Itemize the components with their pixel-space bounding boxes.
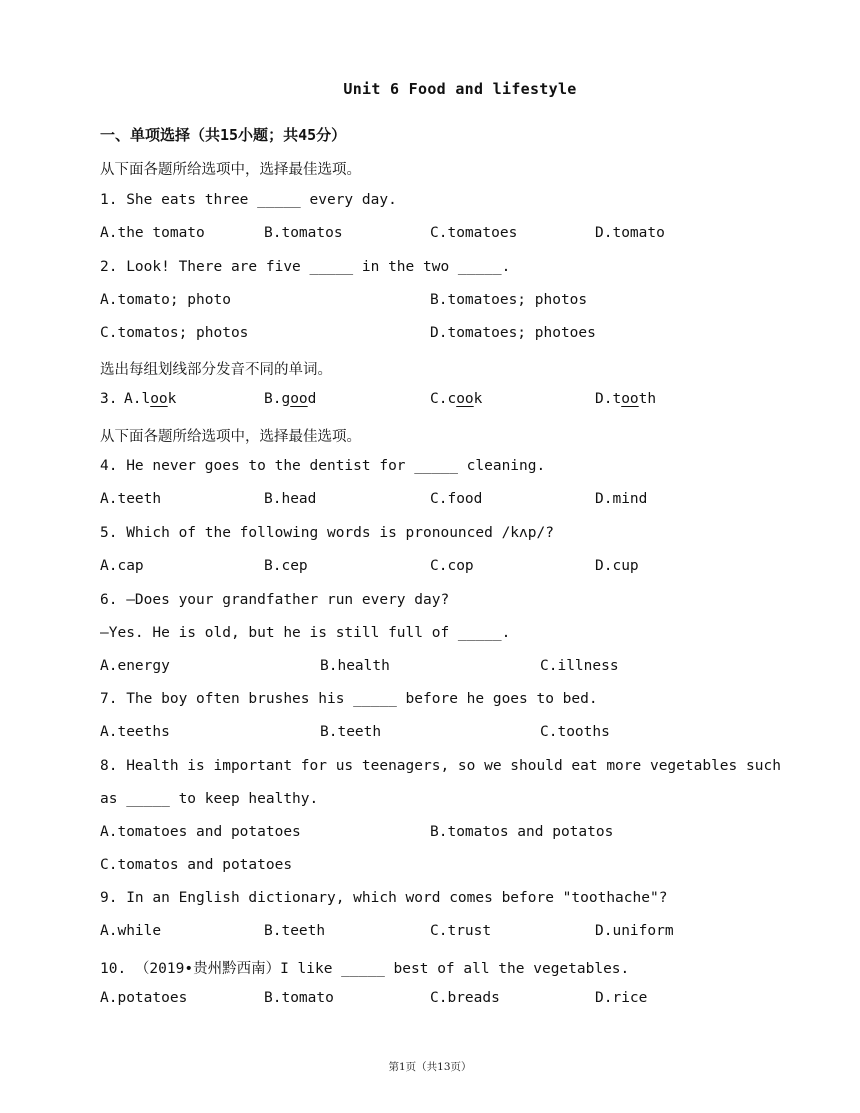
question-2-stem: 2. Look! There are five _____ in the two _____. xyxy=(100,259,511,275)
question-10-option-d[interactable]: D.rice xyxy=(595,990,648,1006)
option-prefix: B.g xyxy=(264,391,291,407)
question-6-stem: 6. —Does your grandfather run every day? xyxy=(100,592,450,608)
question-2-option-b[interactable]: B.tomatoes; photos xyxy=(430,292,588,308)
question-8-stem-continued: as _____ to keep healthy. xyxy=(100,791,319,807)
question-10-option-a[interactable]: A.potatoes xyxy=(100,990,188,1006)
question-5-option-b[interactable]: B.cep xyxy=(264,558,308,574)
question-1-option-a[interactable]: A.the tomato xyxy=(100,225,205,241)
question-4-option-d[interactable]: D.mind xyxy=(595,491,648,507)
option-suffix: th xyxy=(638,391,657,407)
page-footer: 第1页（共13页） xyxy=(388,1061,472,1073)
question-5-option-c[interactable]: C.cop xyxy=(430,558,474,574)
question-8-stem: 8. Health is important for us teenagers, so we should eat more vegetables such xyxy=(100,758,781,774)
underlined-letters: oo xyxy=(621,391,639,407)
question-2-option-c[interactable]: C.tomatos; photos xyxy=(100,325,249,341)
question-4-stem: 4. He never goes to the dentist for _____ cleaning. xyxy=(100,458,546,474)
question-7-option-c[interactable]: C.tooths xyxy=(540,724,610,740)
question-3-option-a[interactable] xyxy=(124,391,176,407)
question-10-option-b[interactable]: B.tomato xyxy=(264,990,334,1006)
question-10-stem: 10. （2019•贵州黔西南）I like _____ best of all the vegetables. xyxy=(100,961,630,977)
question-1-option-c[interactable]: C.tomatoes xyxy=(430,225,518,241)
question-5-option-d[interactable]: D.cup xyxy=(595,558,639,574)
option-suffix: k xyxy=(473,391,483,407)
question-9-option-a[interactable]: A.while xyxy=(100,923,162,939)
underlined-letters: oo xyxy=(150,391,168,407)
underlined-letters: oo xyxy=(290,391,308,407)
option-prefix: D.t xyxy=(595,391,622,407)
question-1-option-b[interactable]: B.tomatos xyxy=(264,225,343,241)
question-9-option-c[interactable]: C.trust xyxy=(430,923,492,939)
option-suffix: d xyxy=(307,391,317,407)
question-6-option-a[interactable]: A.energy xyxy=(100,658,170,674)
question-4-option-b[interactable]: B.head xyxy=(264,491,317,507)
option-prefix: C.c xyxy=(430,391,457,407)
question-1-stem: 1. She eats three _____ every day. xyxy=(100,192,397,208)
instruction-text: 从下面各题所给选项中，选择最佳选项。 xyxy=(100,429,361,445)
question-3-option-c[interactable] xyxy=(430,391,482,407)
option-suffix: k xyxy=(167,391,177,407)
underlined-letters: oo xyxy=(456,391,474,407)
question-7-stem: 7. The boy often brushes his _____ before he goes to bed. xyxy=(100,691,598,707)
question-2-option-d[interactable]: D.tomatoes; photoes xyxy=(430,325,596,341)
question-7-option-a[interactable]: A.teeths xyxy=(100,724,170,740)
instruction-text: 选出每组划线部分发音不同的单词。 xyxy=(100,362,332,378)
question-4-option-a[interactable]: A.teeth xyxy=(100,491,162,507)
question-9-option-d[interactable]: D.uniform xyxy=(595,923,674,939)
question-7-option-b[interactable]: B.teeth xyxy=(320,724,382,740)
question-3-number: 3. xyxy=(100,391,118,407)
question-3-option-d[interactable] xyxy=(595,391,656,407)
question-6-option-b[interactable]: B.health xyxy=(320,658,390,674)
question-10-option-c[interactable]: C.breads xyxy=(430,990,500,1006)
question-1-option-d[interactable]: D.tomato xyxy=(595,225,665,241)
question-4-option-c[interactable]: C.food xyxy=(430,491,483,507)
question-5-option-a[interactable]: A.cap xyxy=(100,558,144,574)
question-8-option-c[interactable]: C.tomatos and potatoes xyxy=(100,857,293,873)
question-9-option-b[interactable]: B.teeth xyxy=(264,923,326,939)
question-8-option-a[interactable]: A.tomatoes and potatoes xyxy=(100,824,301,840)
page-title: Unit 6 Food and lifestyle xyxy=(343,80,577,98)
question-5-stem: 5. Which of the following words is pronounced /kʌp/? xyxy=(100,525,554,541)
question-3-option-b[interactable] xyxy=(264,391,316,407)
section-heading: 一、单项选择（共15小题；共45分） xyxy=(100,126,347,144)
option-prefix: A.l xyxy=(124,391,151,407)
question-8-option-b[interactable]: B.tomatos and potatos xyxy=(430,824,614,840)
question-9-stem: 9. In an English dictionary, which word comes before "toothache"? xyxy=(100,890,668,906)
question-6-stem-reply: —Yes. He is old, but he is still full of _____. xyxy=(100,625,511,641)
question-6-option-c[interactable]: C.illness xyxy=(540,658,619,674)
question-2-option-a[interactable]: A.tomato; photo xyxy=(100,292,231,308)
instruction-text: 从下面各题所给选项中，选择最佳选项。 xyxy=(100,162,361,178)
